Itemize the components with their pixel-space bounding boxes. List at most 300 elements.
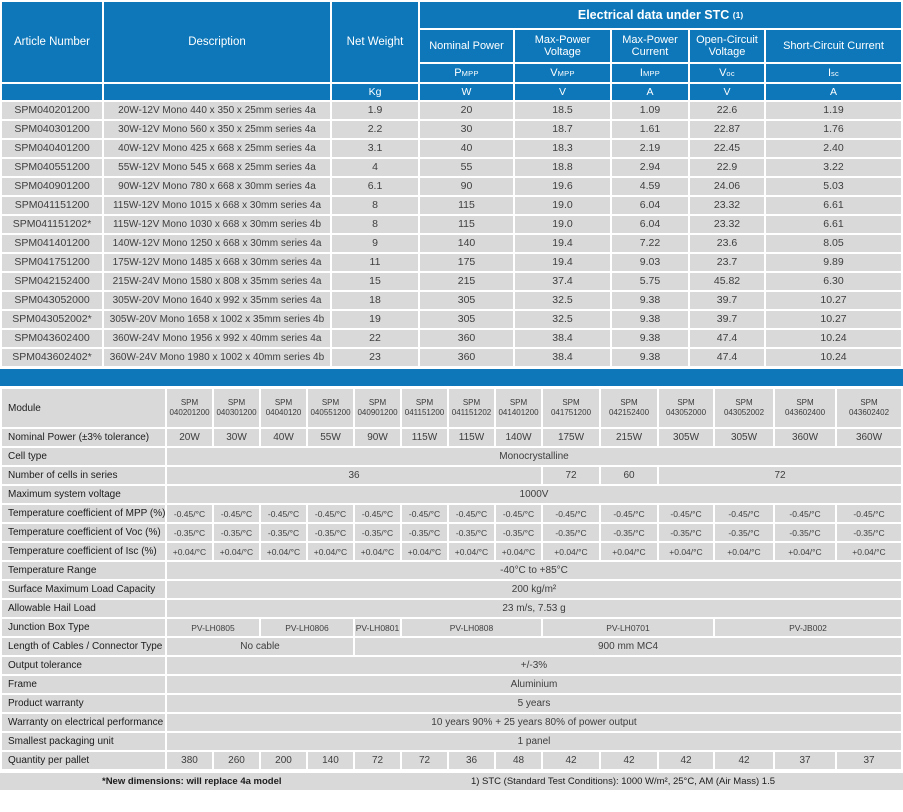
spec-value-cell: +0.04/°C [496,543,541,560]
vmpp-cell: 18.8 [515,159,610,176]
impp-cell: 2.94 [612,159,688,176]
top-header-row-units [2,84,901,100]
spec-value-cell: -0.35/°C [659,524,713,541]
isc-cell: 10.24 [766,330,901,347]
voc-cell: 39.7 [690,292,764,309]
isc-cell: 9.89 [766,254,901,271]
article-number-cell: SPM043052000 [2,292,102,309]
net-weight-cell: 1.9 [332,102,418,119]
product-row [2,254,901,271]
vmpp-cell: 37.4 [515,273,610,290]
isc-cell: 10.27 [766,292,901,309]
article-number-cell: SPM040301200 [2,121,102,138]
product-row [2,273,901,290]
spec-value-cell: -0.45/°C [355,505,400,522]
spec-value-cell: 305W [659,429,713,446]
spec-row-label: Frame [2,676,165,693]
net-weight-cell: 3.1 [332,140,418,157]
spec-row-label: Quantity per pallet [2,752,165,769]
voc-cell: 45.82 [690,273,764,290]
voc-cell: 22.87 [690,121,764,138]
pmpp-cell: 360 [420,349,513,366]
impp-cell: 9.03 [612,254,688,271]
article-number-cell: SPM042152400 [2,273,102,290]
spec-value-cell: +0.04/°C [543,543,599,560]
module-id-cell: SPM 040201200 [167,389,212,427]
footnote-new-dimensions: *New dimensions: will replace 4a model [102,776,282,787]
top-header-row-1 [2,2,901,28]
pmpp-cell: 305 [420,311,513,328]
description-cell: 115W-12V Mono 1015 x 668 x 30mm series 4a [104,197,330,214]
pmpp-cell: 115 [420,216,513,233]
vmpp-symbol: VMPP [515,64,610,82]
spec-value-cell: 90W [355,429,400,446]
module-label: Module [2,389,165,427]
vmpp-cell: 19.6 [515,178,610,195]
module-id-cell: SPM 041751200 [543,389,599,427]
spec-value-cell: +0.04/°C [308,543,353,560]
spec-value-cell: 72 [402,752,447,769]
description-cell: 360W-24V Mono 1980 x 1002 x 40mm series 4b [104,349,330,366]
spec-value-cell: 42 [543,752,599,769]
impp-cell: 6.04 [612,197,688,214]
product-row [2,311,901,328]
spec-value-cell: -0.45/°C [496,505,541,522]
isc-cell: 10.27 [766,311,901,328]
article-number-header: Article Number [2,2,102,82]
spec-value-cell: 42 [601,752,657,769]
spec-value-cell: 72 [659,467,901,484]
description-cell: 305W-20V Mono 1658 x 1002 x 35mm series 4b [104,311,330,328]
vmpp-cell: 32.5 [515,292,610,309]
spec-value-cell: +0.04/°C [167,543,212,560]
spec-value-cell: +0.04/°C [715,543,773,560]
spec-value-cell: -0.45/°C [601,505,657,522]
spec-value-cell: +0.04/°C [355,543,400,560]
impp-cell: 2.19 [612,140,688,157]
product-row [2,349,901,366]
spec-value-cell: -0.35/°C [715,524,773,541]
spec-row-label: Temperature coefficient of Voc (%) [2,524,165,541]
net-weight-cell: 23 [332,349,418,366]
module-id-cell: SPM 043602400 [775,389,835,427]
pmpp-cell: 55 [420,159,513,176]
isc-cell: 3.22 [766,159,901,176]
spec-value-cell: 10 years 90% + 25 years 80% of power output [167,714,901,731]
spec-value-cell: 175W [543,429,599,446]
spec-value-cell: PV-LH0806 [261,619,353,636]
module-header-row [2,389,901,427]
spec-row [2,714,901,731]
spec-row [2,638,901,655]
spec-value-cell: +0.04/°C [659,543,713,560]
isc-cell: 10.24 [766,349,901,366]
voc-cell: 24.06 [690,178,764,195]
spec-value-cell: -0.35/°C [449,524,494,541]
spec-value-cell: -0.45/°C [837,505,901,522]
spec-value-cell: 215W [601,429,657,446]
spec-value-cell: 380 [167,752,212,769]
spec-value-cell: 37 [775,752,835,769]
net-weight-cell: 19 [332,311,418,328]
pmpp-cell: 40 [420,140,513,157]
spec-value-cell: -0.45/°C [261,505,306,522]
spec-row [2,505,901,522]
vmpp-cell: 32.5 [515,311,610,328]
spec-value-cell: 36 [449,752,494,769]
pmpp-cell: 140 [420,235,513,252]
impp-cell: 9.38 [612,330,688,347]
description-cell: 55W-12V Mono 545 x 668 x 25mm series 4a [104,159,330,176]
impp-cell: 7.22 [612,235,688,252]
description-cell: 140W-12V Mono 1250 x 668 x 30mm series 4a [104,235,330,252]
spec-value-cell: 1 panel [167,733,901,750]
product-row [2,235,901,252]
spec-value-cell: +0.04/°C [449,543,494,560]
description-cell: 115W-12V Mono 1030 x 668 x 30mm series 4b [104,216,330,233]
vmpp-cell: 38.4 [515,349,610,366]
spec-row-label: Warranty on electrical performance [2,714,165,731]
bottom-table-body [2,389,901,769]
pmpp-cell: 215 [420,273,513,290]
product-row [2,121,901,138]
spec-value-cell: -0.45/°C [214,505,259,522]
spec-row-label: Product warranty [2,695,165,712]
spec-value-cell: 72 [543,467,599,484]
isc-cell: 5.03 [766,178,901,195]
stc-title-text: Electrical data under STC [577,8,730,22]
spec-value-cell: -0.35/°C [496,524,541,541]
voc-cell: 22.6 [690,102,764,119]
vmpp-cell: 18.7 [515,121,610,138]
spec-value-cell: -0.45/°C [308,505,353,522]
isc-cell: 2.40 [766,140,901,157]
impp-cell: 9.38 [612,349,688,366]
vmpp-cell: 19.4 [515,235,610,252]
vmpp-cell: 19.0 [515,216,610,233]
stc-title-header [420,2,901,28]
spec-value-cell: 140W [496,429,541,446]
pmpp-cell: 360 [420,330,513,347]
vmpp-cell: 18.3 [515,140,610,157]
spec-row [2,581,901,598]
spec-value-cell: PV-LH0805 [167,619,259,636]
open-circuit-voltage-header: Open-Circuit Voltage [690,30,764,62]
spec-value-cell: -0.45/°C [715,505,773,522]
impp-cell: 4.59 [612,178,688,195]
spec-value-cell: 48 [496,752,541,769]
net-weight-cell: 18 [332,292,418,309]
spec-value-cell: -40°C to +85°C [167,562,901,579]
spec-value-cell: 30W [214,429,259,446]
spec-row-label: Temperature coefficient of Isc (%) [2,543,165,560]
product-row [2,330,901,347]
module-id-cell: SPM 043052000 [659,389,713,427]
spec-row-label: Maximum system voltage [2,486,165,503]
spec-value-cell: +0.04/°C [601,543,657,560]
footnotes-bar [0,773,903,790]
spec-value-cell: -0.45/°C [775,505,835,522]
spec-value-cell: -0.35/°C [837,524,901,541]
module-id-cell: SPM 041151202 [449,389,494,427]
spec-value-cell: 72 [355,752,400,769]
spec-value-cell: 55W [308,429,353,446]
spec-value-cell: PV-LH0808 [402,619,541,636]
footnote-stc-conditions: 1) STC (Standard Test Conditions): 1000 W/m², 25°C, AM (Air Mass) 1.5 [470,776,775,787]
module-spec-table [0,387,903,771]
spec-value-cell: -0.35/°C [402,524,447,541]
vmpp-unit: V [515,84,610,100]
isc-symbol: Isc [766,64,901,82]
module-id-cell: SPM 042152400 [601,389,657,427]
description-header: Description [104,2,330,82]
spec-value-cell: -0.35/°C [355,524,400,541]
spec-value-cell: Monocrystalline [167,448,901,465]
voc-cell: 22.9 [690,159,764,176]
pmpp-cell: 115 [420,197,513,214]
spec-value-cell: 5 years [167,695,901,712]
spec-value-cell: 115W [449,429,494,446]
voc-cell: 23.32 [690,197,764,214]
spec-value-cell: +/-3% [167,657,901,674]
net-weight-cell: 11 [332,254,418,271]
spec-row [2,467,901,484]
isc-unit: A [766,84,901,100]
spec-value-cell: +0.04/°C [261,543,306,560]
spec-value-cell: +0.04/°C [214,543,259,560]
isc-cell: 6.30 [766,273,901,290]
spec-row-label: Allowable Hail Load [2,600,165,617]
voc-cell: 23.7 [690,254,764,271]
article-number-cell: SPM043602400 [2,330,102,347]
voc-cell: 39.7 [690,311,764,328]
spec-row [2,448,901,465]
spec-row [2,524,901,541]
net-weight-cell: 4 [332,159,418,176]
spec-row-label: Temperature coefficient of MPP (%) [2,505,165,522]
spec-value-cell: 40W [261,429,306,446]
pmpp-cell: 20 [420,102,513,119]
voc-cell: 47.4 [690,330,764,347]
description-cell: 305W-20V Mono 1640 x 992 x 35mm series 4a [104,292,330,309]
spec-value-cell: -0.45/°C [659,505,713,522]
voc-cell: 23.32 [690,216,764,233]
module-id-cell: SPM 040301200 [214,389,259,427]
product-row [2,140,901,157]
module-id-cell: SPM 040551200 [308,389,353,427]
spec-row [2,600,901,617]
voc-symbol: Voc [690,64,764,82]
module-id-cell: SPM 04040120 [261,389,306,427]
description-cell: 215W-24V Mono 1580 x 808 x 35mm series 4a [104,273,330,290]
spec-value-cell: -0.45/°C [449,505,494,522]
top-table-body [2,102,901,366]
vmpp-cell: 18.5 [515,102,610,119]
net-weight-cell: 6.1 [332,178,418,195]
pmpp-symbol: PMPP [420,64,513,82]
spec-value-cell: 42 [715,752,773,769]
spec-value-cell: +0.04/°C [837,543,901,560]
spec-row [2,733,901,750]
product-row [2,178,901,195]
isc-cell: 8.05 [766,235,901,252]
max-power-voltage-header: Max-Power Voltage [515,30,610,62]
article-number-cell: SPM041751200 [2,254,102,271]
spec-row [2,695,901,712]
article-number-cell: SPM040201200 [2,102,102,119]
spec-value-cell: -0.35/°C [543,524,599,541]
spec-value-cell: 140 [308,752,353,769]
spec-row-label: Nominal Power (±3% tolerance) [2,429,165,446]
description-cell: 175W-12V Mono 1485 x 668 x 30mm series 4a [104,254,330,271]
vmpp-cell: 38.4 [515,330,610,347]
article-number-cell: SPM040901200 [2,178,102,195]
spec-row [2,562,901,579]
isc-cell: 6.61 [766,216,901,233]
spec-row-label: Smallest packaging unit [2,733,165,750]
spec-value-cell: -0.35/°C [214,524,259,541]
spec-value-cell: -0.45/°C [402,505,447,522]
spec-row [2,486,901,503]
module-id-cell: SPM 043602402 [837,389,901,427]
voc-cell: 23.6 [690,235,764,252]
article-number-cell: SPM040401200 [2,140,102,157]
spec-row-label: Cell type [2,448,165,465]
spec-value-cell: 42 [659,752,713,769]
article-number-cell: SPM040551200 [2,159,102,176]
spec-value-cell: -0.35/°C [261,524,306,541]
spec-value-cell: 200 [261,752,306,769]
spec-value-cell: PV-LH0801 [355,619,400,636]
net-weight-header: Net Weight [332,2,418,82]
spec-value-cell: Aluminium [167,676,901,693]
product-row [2,197,901,214]
net-weight-cell: 2.2 [332,121,418,138]
module-id-cell: SPM 041401200 [496,389,541,427]
voc-cell: 47.4 [690,349,764,366]
voc-cell: 22.45 [690,140,764,157]
product-row [2,159,901,176]
weight-unit: Kg [332,84,418,100]
spec-value-cell: 360W [775,429,835,446]
article-unit-empty [2,84,102,100]
article-number-cell: SPM043602402* [2,349,102,366]
article-number-cell: SPM041151202* [2,216,102,233]
spec-value-cell: 20W [167,429,212,446]
impp-cell: 5.75 [612,273,688,290]
spec-value-cell: 37 [837,752,901,769]
max-power-current-header: Max-Power Current [612,30,688,62]
pmpp-cell: 175 [420,254,513,271]
net-weight-cell: 15 [332,273,418,290]
module-id-cell: SPM 043052002 [715,389,773,427]
impp-cell: 9.38 [612,311,688,328]
isc-cell: 6.61 [766,197,901,214]
spec-row-label: Temperature Range [2,562,165,579]
spec-value-cell: 360W [837,429,901,446]
spec-value-cell: 1000V [167,486,901,503]
product-row [2,292,901,309]
spec-row [2,543,901,560]
pmpp-cell: 30 [420,121,513,138]
spec-value-cell: 115W [402,429,447,446]
section-divider-band [0,369,903,386]
module-id-cell: SPM 041151200 [402,389,447,427]
article-number-cell: SPM043052002* [2,311,102,328]
short-circuit-current-header: Short-Circuit Current [766,30,901,62]
impp-symbol: IMPP [612,64,688,82]
net-weight-cell: 8 [332,197,418,214]
spec-row-label: Junction Box Type [2,619,165,636]
voc-unit: V [690,84,764,100]
vmpp-cell: 19.0 [515,197,610,214]
pmpp-cell: 90 [420,178,513,195]
impp-unit: A [612,84,688,100]
spec-row-label: Output tolerance [2,657,165,674]
isc-cell: 1.19 [766,102,901,119]
spec-value-cell: 900 mm MC4 [355,638,901,655]
spec-value-cell: No cable [167,638,353,655]
product-row [2,216,901,233]
impp-cell: 1.61 [612,121,688,138]
spec-value-cell: 200 kg/m² [167,581,901,598]
net-weight-cell: 8 [332,216,418,233]
pmpp-unit: W [420,84,513,100]
spec-value-cell: 305W [715,429,773,446]
stc-footnote-ref: (1) [732,10,744,20]
pmpp-cell: 305 [420,292,513,309]
spec-value-cell: PV-JB002 [715,619,901,636]
net-weight-cell: 9 [332,235,418,252]
impp-cell: 6.04 [612,216,688,233]
impp-cell: 9.38 [612,292,688,309]
description-cell: 360W-24V Mono 1956 x 992 x 40mm series 4a [104,330,330,347]
spec-value-cell: 36 [167,467,541,484]
spec-value-cell: -0.35/°C [775,524,835,541]
nominal-power-header: Nominal Power [420,30,513,62]
product-row [2,102,901,119]
article-spec-table [0,0,903,368]
isc-cell: 1.76 [766,121,901,138]
spec-value-cell: -0.45/°C [167,505,212,522]
spec-value-cell: 23 m/s, 7.53 g [167,600,901,617]
spec-row [2,752,901,769]
spec-value-cell: +0.04/°C [775,543,835,560]
net-weight-cell: 22 [332,330,418,347]
description-cell: 30W-12V Mono 560 x 350 x 25mm series 4a [104,121,330,138]
spec-row [2,619,901,636]
spec-value-cell: -0.35/°C [308,524,353,541]
spec-value-cell: 60 [601,467,657,484]
description-cell: 20W-12V Mono 440 x 350 x 25mm series 4a [104,102,330,119]
spec-row [2,676,901,693]
spec-row [2,429,901,446]
description-cell: 90W-12V Mono 780 x 668 x 30mm series 4a [104,178,330,195]
spec-value-cell: -0.35/°C [167,524,212,541]
article-number-cell: SPM041151200 [2,197,102,214]
article-number-cell: SPM041401200 [2,235,102,252]
spec-value-cell: PV-LH0701 [543,619,713,636]
description-unit-empty [104,84,330,100]
module-id-cell: SPM 040901200 [355,389,400,427]
impp-cell: 1.09 [612,102,688,119]
vmpp-cell: 19.4 [515,254,610,271]
spec-row-label: Length of Cables / Connector Type [2,638,165,655]
spec-value-cell: +0.04/°C [402,543,447,560]
spec-value-cell: -0.35/°C [601,524,657,541]
spec-value-cell: -0.45/°C [543,505,599,522]
description-cell: 40W-12V Mono 425 x 668 x 25mm series 4a [104,140,330,157]
